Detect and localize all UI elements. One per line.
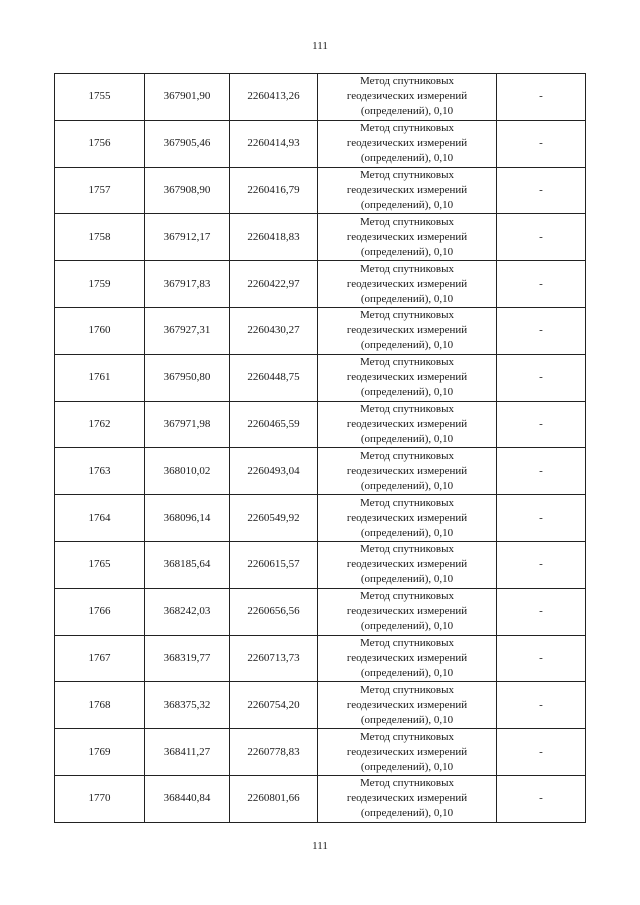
point-number-cell: 1768 bbox=[55, 682, 145, 729]
table-row bbox=[55, 729, 586, 776]
y-coordinate-cell: 2260416,79 bbox=[230, 167, 318, 214]
table-row bbox=[55, 167, 586, 214]
method-text-line: Метод спутниковых bbox=[360, 122, 454, 135]
x-coordinate-cell: 368096,14 bbox=[145, 495, 230, 542]
x-coordinate-cell: 368375,32 bbox=[145, 682, 230, 729]
table-row bbox=[55, 74, 586, 121]
method-cell bbox=[318, 541, 497, 588]
x-coordinate-cell: 368185,64 bbox=[145, 541, 230, 588]
note-cell: - bbox=[497, 448, 586, 495]
y-coordinate-cell: 2260430,27 bbox=[230, 307, 318, 354]
note-cell: - bbox=[497, 354, 586, 401]
method-cell bbox=[318, 167, 497, 214]
y-coordinate-cell: 2260801,66 bbox=[230, 775, 318, 822]
method-text-line: геодезических измерений bbox=[346, 277, 468, 290]
table-row bbox=[55, 214, 586, 261]
y-coordinate-cell: 2260615,57 bbox=[230, 541, 318, 588]
x-coordinate-cell: 367908,90 bbox=[145, 167, 230, 214]
method-cell bbox=[318, 307, 497, 354]
method-text-line: Метод спутниковых bbox=[360, 215, 454, 228]
method-text-line: геодезических измерений bbox=[346, 651, 468, 664]
x-coordinate-cell: 368440,84 bbox=[145, 775, 230, 822]
method-text-line: (определений), 0,10 bbox=[360, 666, 454, 679]
x-coordinate-cell: 368411,27 bbox=[145, 729, 230, 776]
method-text-line: (определений), 0,10 bbox=[360, 292, 454, 305]
x-coordinate-cell: 367971,98 bbox=[145, 401, 230, 448]
method-text-line: (определений), 0,10 bbox=[360, 339, 454, 352]
note-cell: - bbox=[497, 74, 586, 121]
method-text-line: Метод спутниковых bbox=[360, 777, 454, 790]
note-cell: - bbox=[497, 120, 586, 167]
method-text-line: геодезических измерений bbox=[346, 137, 468, 150]
method-cell bbox=[318, 588, 497, 635]
note-cell: - bbox=[497, 682, 586, 729]
method-text-line: геодезических измерений bbox=[346, 792, 468, 805]
method-cell bbox=[318, 74, 497, 121]
method-text-line: геодезических измерений bbox=[346, 90, 468, 103]
point-number-cell: 1765 bbox=[55, 541, 145, 588]
x-coordinate-cell: 368242,03 bbox=[145, 588, 230, 635]
table-row bbox=[55, 541, 586, 588]
method-text-line: (определений), 0,10 bbox=[360, 432, 454, 445]
coordinates-table-body bbox=[55, 74, 586, 823]
table-row bbox=[55, 775, 586, 822]
method-text-line: Метод спутниковых bbox=[360, 262, 454, 275]
method-text-line: Метод спутниковых bbox=[360, 402, 454, 415]
note-cell: - bbox=[497, 729, 586, 776]
table-row bbox=[55, 120, 586, 167]
x-coordinate-cell: 368319,77 bbox=[145, 635, 230, 682]
table-row bbox=[55, 448, 586, 495]
y-coordinate-cell: 2260448,75 bbox=[230, 354, 318, 401]
point-number-cell: 1764 bbox=[55, 495, 145, 542]
method-text-line: (определений), 0,10 bbox=[360, 620, 454, 633]
note-cell: - bbox=[497, 635, 586, 682]
method-text-line: геодезических измерений bbox=[346, 698, 468, 711]
method-text-line: геодезических измерений bbox=[346, 511, 468, 524]
point-number-cell: 1759 bbox=[55, 261, 145, 308]
method-text-line: геодезических измерений bbox=[346, 745, 468, 758]
method-text-line: Метод спутниковых bbox=[360, 590, 454, 603]
method-text-line: Метод спутниковых bbox=[360, 496, 454, 509]
point-number-cell: 1760 bbox=[55, 307, 145, 354]
method-cell bbox=[318, 214, 497, 261]
point-number-cell: 1767 bbox=[55, 635, 145, 682]
method-text-line: Метод спутниковых bbox=[360, 356, 454, 369]
method-text-line: Метод спутниковых bbox=[360, 730, 454, 743]
method-text-line: (определений), 0,10 bbox=[360, 713, 454, 726]
note-cell: - bbox=[497, 775, 586, 822]
method-cell bbox=[318, 635, 497, 682]
method-text-line: Метод спутниковых bbox=[360, 543, 454, 556]
method-text-line: геодезических измерений bbox=[346, 183, 468, 196]
method-text-line: геодезических измерений bbox=[346, 230, 468, 243]
coordinates-table bbox=[54, 73, 586, 823]
method-text-line: Метод спутниковых bbox=[360, 683, 454, 696]
table-row bbox=[55, 635, 586, 682]
method-cell bbox=[318, 354, 497, 401]
note-cell: - bbox=[497, 495, 586, 542]
table-row bbox=[55, 307, 586, 354]
point-number-cell: 1761 bbox=[55, 354, 145, 401]
note-cell: - bbox=[497, 588, 586, 635]
method-text-line: Метод спутниковых bbox=[360, 309, 454, 322]
y-coordinate-cell: 2260413,26 bbox=[230, 74, 318, 121]
y-coordinate-cell: 2260422,97 bbox=[230, 261, 318, 308]
note-cell: - bbox=[497, 401, 586, 448]
x-coordinate-cell: 367950,80 bbox=[145, 354, 230, 401]
point-number-cell: 1757 bbox=[55, 167, 145, 214]
x-coordinate-cell: 367901,90 bbox=[145, 74, 230, 121]
method-cell bbox=[318, 775, 497, 822]
page-number-top: 111 bbox=[312, 40, 328, 52]
note-cell: - bbox=[497, 167, 586, 214]
method-cell bbox=[318, 448, 497, 495]
table-row bbox=[55, 354, 586, 401]
note-cell: - bbox=[497, 261, 586, 308]
method-cell bbox=[318, 495, 497, 542]
table-row bbox=[55, 588, 586, 635]
point-number-cell: 1755 bbox=[55, 74, 145, 121]
y-coordinate-cell: 2260754,20 bbox=[230, 682, 318, 729]
method-text-line: (определений), 0,10 bbox=[360, 760, 454, 773]
note-cell: - bbox=[497, 307, 586, 354]
point-number-cell: 1758 bbox=[55, 214, 145, 261]
method-text-line: геодезических измерений bbox=[346, 605, 468, 618]
method-text-line: Метод спутниковых bbox=[360, 168, 454, 181]
method-cell bbox=[318, 261, 497, 308]
method-cell bbox=[318, 401, 497, 448]
method-text-line: геодезических измерений bbox=[346, 371, 468, 384]
table-row bbox=[55, 682, 586, 729]
method-text-line: (определений), 0,10 bbox=[360, 152, 454, 165]
y-coordinate-cell: 2260549,92 bbox=[230, 495, 318, 542]
method-text-line: Метод спутниковых bbox=[360, 449, 454, 462]
method-text-line: геодезических измерений bbox=[346, 324, 468, 337]
method-text-line: Метод спутниковых bbox=[360, 75, 454, 88]
method-text-line: (определений), 0,10 bbox=[360, 245, 454, 258]
x-coordinate-cell: 367927,31 bbox=[145, 307, 230, 354]
y-coordinate-cell: 2260414,93 bbox=[230, 120, 318, 167]
method-text-line: (определений), 0,10 bbox=[360, 526, 454, 539]
method-text-line: (определений), 0,10 bbox=[360, 198, 454, 211]
y-coordinate-cell: 2260656,56 bbox=[230, 588, 318, 635]
x-coordinate-cell: 367912,17 bbox=[145, 214, 230, 261]
method-cell bbox=[318, 120, 497, 167]
page-number-bottom: 111 bbox=[312, 840, 328, 852]
x-coordinate-cell: 367917,83 bbox=[145, 261, 230, 308]
point-number-cell: 1770 bbox=[55, 775, 145, 822]
y-coordinate-cell: 2260465,59 bbox=[230, 401, 318, 448]
method-text-line: (определений), 0,10 bbox=[360, 573, 454, 586]
y-coordinate-cell: 2260778,83 bbox=[230, 729, 318, 776]
table-row bbox=[55, 495, 586, 542]
method-text-line: (определений), 0,10 bbox=[360, 807, 454, 820]
note-cell: - bbox=[497, 214, 586, 261]
method-text-line: Метод спутниковых bbox=[360, 636, 454, 649]
point-number-cell: 1762 bbox=[55, 401, 145, 448]
note-cell: - bbox=[497, 541, 586, 588]
y-coordinate-cell: 2260493,04 bbox=[230, 448, 318, 495]
point-number-cell: 1756 bbox=[55, 120, 145, 167]
point-number-cell: 1769 bbox=[55, 729, 145, 776]
method-text-line: (определений), 0,10 bbox=[360, 105, 454, 118]
y-coordinate-cell: 2260418,83 bbox=[230, 214, 318, 261]
point-number-cell: 1763 bbox=[55, 448, 145, 495]
x-coordinate-cell: 367905,46 bbox=[145, 120, 230, 167]
method-cell bbox=[318, 729, 497, 776]
method-cell bbox=[318, 682, 497, 729]
table-row bbox=[55, 401, 586, 448]
x-coordinate-cell: 368010,02 bbox=[145, 448, 230, 495]
table-row bbox=[55, 261, 586, 308]
method-text-line: (определений), 0,10 bbox=[360, 386, 454, 399]
method-text-line: (определений), 0,10 bbox=[360, 479, 454, 492]
y-coordinate-cell: 2260713,73 bbox=[230, 635, 318, 682]
method-text-line: геодезических измерений bbox=[346, 417, 468, 430]
point-number-cell: 1766 bbox=[55, 588, 145, 635]
method-text-line: геодезических измерений bbox=[346, 464, 468, 477]
method-text-line: геодезических измерений bbox=[346, 558, 468, 571]
